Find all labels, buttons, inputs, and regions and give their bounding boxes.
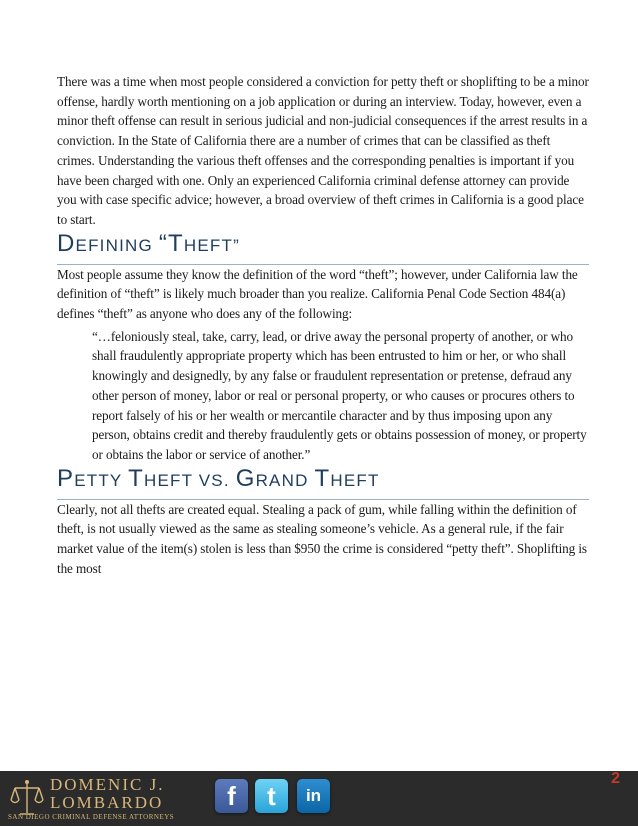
- heading-text: HEFT VS.: [143, 470, 236, 490]
- firm-tagline: SAN DIEGO CRIMINAL DEFENSE ATTORNEYS: [8, 813, 175, 821]
- heading-cap: P: [57, 464, 75, 492]
- linkedin-icon[interactable]: in: [297, 779, 330, 813]
- heading-cap: T: [128, 464, 144, 492]
- heading-petty-vs-grand-theft: [57, 465, 589, 500]
- firm-name-line1: DOMENIC J.: [50, 775, 165, 794]
- twitter-icon[interactable]: t: [255, 779, 288, 813]
- facebook-icon[interactable]: f: [215, 779, 248, 813]
- heading-cap: “T: [158, 229, 184, 257]
- petty-theft-paragraph: Clearly, not all thefts are created equal. Stealing a pack of gum, while falling within the definition of theft, is not usually viewed as the same as stealing someone’s vehicle. As a general rule, if the fair market value of the item(s) stolen is less than $950 the crime is considered “petty theft”. Shoplifting is the most: [57, 501, 587, 576]
- heading-text: EFINING: [75, 235, 159, 255]
- heading-text: HEFT: [330, 470, 380, 490]
- heading-text: RAND: [255, 470, 315, 490]
- intro-paragraph: There was a time when most people considered a conviction for petty theft or shoplifting to be a minor offense, hardly worth mentioning on a job application or during an interview. Today, however, even a minor theft offense can result in serious judicial and non-judicial consequences if the arrest results in a conviction. In the State of California there are a number of crimes that can be classified as theft crimes. Understanding the various theft offenses and the corresponding penalties is important if you have been charged with one. Only an experienced California criminal defense attorney can provide you with case specific advice; however, a broad overview of theft crimes in California is a good place to start.: [57, 74, 589, 227]
- heading-cap: T: [314, 464, 331, 492]
- footer-bar: [0, 771, 638, 826]
- heading-text: HEFT”: [183, 235, 240, 255]
- heading-defining-theft: [57, 230, 589, 265]
- heading-text: ETTY: [74, 470, 129, 490]
- heading-cap: G: [235, 464, 256, 492]
- page-number: 2: [611, 770, 620, 787]
- page-content: [57, 72, 589, 578]
- penal-code-quote: “…feloniously steal, take, carry, lead, or drive away the personal property of another, or who shall fraudulently appropriate property which has been entrusted to him or her, or who shall knowingly and designedly, by any false or fraudulent representation or pretense, defraud any other person of money, labor or real or personal property, or who causes or procures others to report falsely of his or her wealth or mercantile character and by thus imposing upon any person, obtains credit and thereby fraudulently gets or obtains possession of money, or property or obtains the labor or service of another.”: [92, 328, 587, 462]
- heading-cap: D: [57, 229, 76, 257]
- firm-name-line2: LOMBARDO: [50, 793, 164, 812]
- definition-paragraph: Most people assume they know the definition of the word “theft”; however, under California law the definition of “theft” is likely much broader than you realize. California Penal Code Section 484(a) defines “theft” as anyone who does any of the following:: [57, 266, 578, 322]
